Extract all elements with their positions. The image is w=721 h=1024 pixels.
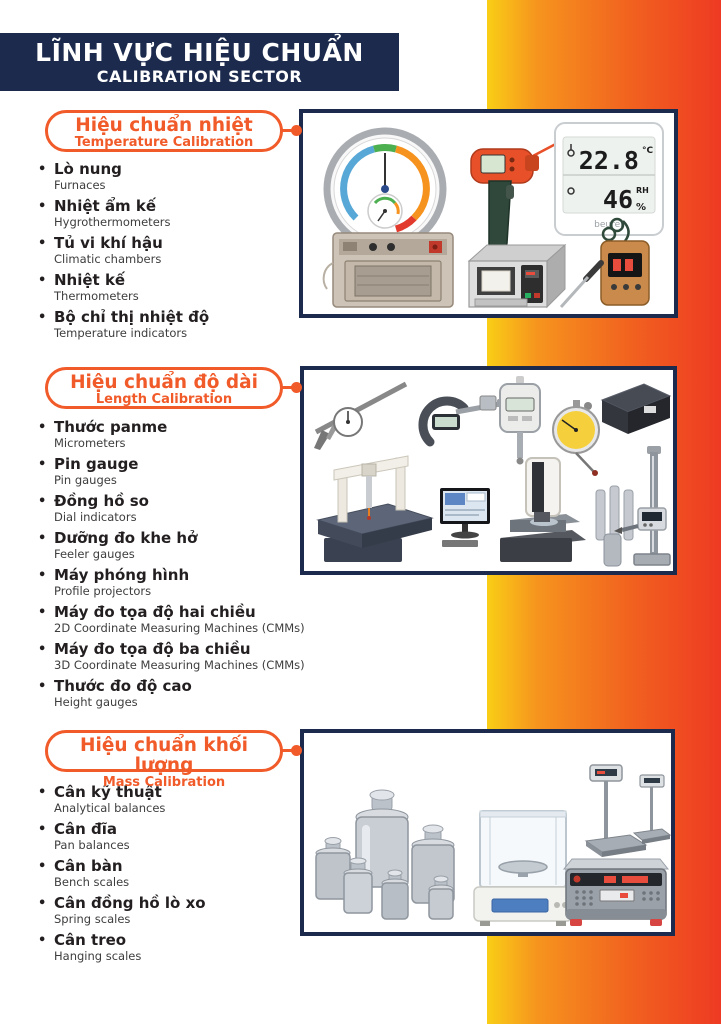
digital-micrometer-image <box>423 396 505 442</box>
mass-item-list <box>38 784 300 969</box>
temperature-item-list <box>38 161 300 346</box>
list-item <box>38 858 300 889</box>
display-humidity-suffix: RH <box>636 186 649 195</box>
bullet-dot: • <box>38 457 47 472</box>
item-label-vi: Dưỡng đo khe hở <box>54 529 198 547</box>
bullet-dot: • <box>38 236 47 251</box>
section-label-mass <box>45 730 283 790</box>
section-label-vi: Hiệu chuẩn độ dài <box>70 372 258 393</box>
analog-thermo-hygrometer-image <box>327 131 443 247</box>
vision-measuring-machine-image <box>500 458 586 562</box>
item-label-en: 2D Coordinate Measuring Machines (CMMs) <box>54 621 305 635</box>
section-label-en: Mass Calibration <box>102 775 226 790</box>
item-label-vi: Máy đo tọa độ hai chiều <box>54 603 256 621</box>
item-label-en: Furnaces <box>54 178 106 192</box>
bullet-dot: • <box>38 605 47 620</box>
mass-products-illustration <box>304 733 671 932</box>
bullet-dot: • <box>38 933 47 948</box>
connector-dot <box>291 382 302 393</box>
bullet-dot: • <box>38 642 47 657</box>
dial-caliper-image <box>314 384 406 450</box>
item-label-vi: Nhiệt kế <box>54 271 126 289</box>
page-title: LĨNH VỰC HIỆU CHUẨN <box>35 37 364 67</box>
item-label-en: Hygrothermometers <box>54 215 171 229</box>
item-label-en: Climatic chambers <box>54 252 162 266</box>
temperature-products-illustration <box>303 113 674 314</box>
calibration-weights-image <box>316 790 454 919</box>
bullet-dot: • <box>38 310 47 325</box>
item-label-vi: Cân treo <box>54 931 127 949</box>
list-item <box>38 493 300 524</box>
bullet-dot: • <box>38 896 47 911</box>
list-item <box>38 198 300 229</box>
bullet-dot: • <box>38 420 47 435</box>
item-label-vi: Thước panme <box>54 418 168 436</box>
cmm-image <box>318 456 432 562</box>
item-label-vi: Máy đo tọa độ ba chiều <box>54 640 251 658</box>
height-gauge-image <box>614 446 670 565</box>
list-item <box>38 272 300 303</box>
item-label-en: Analytical balances <box>54 801 166 815</box>
computer-monitor-image <box>440 488 490 547</box>
page-subtitle: CALIBRATION SECTOR <box>96 66 303 86</box>
bullet-dot: • <box>38 531 47 546</box>
display-humidity-unit: % <box>636 202 647 213</box>
display-temperature-value: 22.8 <box>578 146 639 175</box>
bullet-dot: • <box>38 568 47 583</box>
connector-dot <box>291 745 302 756</box>
item-label-vi: Pin gauge <box>54 455 139 473</box>
length-item-list <box>38 418 305 715</box>
page-header <box>0 33 399 91</box>
length-products-illustration <box>304 370 673 571</box>
item-label-vi: Bộ chỉ thị nhiệt độ <box>54 308 210 326</box>
digital-thermo-hygrometer-image <box>555 123 663 235</box>
list-item <box>38 309 300 340</box>
bullet-dot: • <box>38 859 47 874</box>
granite-surface-plate-image <box>602 384 670 434</box>
section-label-length <box>45 367 283 409</box>
item-label-vi: Cân đồng hồ lò xo <box>54 894 206 912</box>
bullet-dot: • <box>38 679 47 694</box>
display-brand-label: beurer <box>594 220 624 230</box>
list-item <box>38 567 300 598</box>
item-label-vi: Lò nung <box>54 160 122 178</box>
list-item <box>38 419 300 450</box>
list-item <box>38 603 305 635</box>
list-item <box>38 456 300 487</box>
item-label-en: Temperature indicators <box>54 326 188 340</box>
item-label-vi: Thước đo độ cao <box>54 677 192 695</box>
item-label-en: Pan balances <box>54 838 130 852</box>
item-label-en: Profile projectors <box>54 584 152 598</box>
item-label-en: Feeler gauges <box>54 547 135 561</box>
section-label-vi: Hiệu chuẩn nhiệt <box>75 115 253 136</box>
muffle-furnace-image <box>469 245 565 307</box>
item-label-vi: Cân bàn <box>54 857 123 875</box>
item-label-en: Dial indicators <box>54 510 137 524</box>
item-label-vi: Máy phóng hình <box>54 566 190 584</box>
section-label-vi: Hiệu chuẩn khối lượng <box>80 735 248 776</box>
list-item <box>38 530 300 561</box>
list-item <box>38 235 300 266</box>
laboratory-oven-image <box>324 233 453 307</box>
counting-scale-image <box>564 859 668 926</box>
bullet-dot: • <box>38 785 47 800</box>
digital-dial-indicator-image <box>500 376 540 465</box>
section-label-temperature <box>45 110 283 152</box>
item-label-en: Pin gauges <box>54 473 117 487</box>
item-label-vi: Đồng hồ so <box>54 492 149 510</box>
item-label-en: Hanging scales <box>54 949 142 963</box>
bullet-dot: • <box>38 494 47 509</box>
list-item <box>38 678 300 709</box>
item-label-vi: Cân kỹ thuật <box>54 783 162 801</box>
connector-dot <box>291 125 302 136</box>
list-item <box>38 895 300 926</box>
bullet-dot: • <box>38 199 47 214</box>
platform-scales-image <box>586 765 670 857</box>
bullet-dot: • <box>38 273 47 288</box>
item-label-en: Thermometers <box>54 289 139 303</box>
item-label-vi: Tủ vi khí hậu <box>54 234 163 252</box>
bullet-dot: • <box>38 822 47 837</box>
list-item <box>38 821 300 852</box>
list-item <box>38 932 300 963</box>
section-label-en: Temperature Calibration <box>74 135 254 150</box>
temperature-image-panel <box>299 109 678 318</box>
length-image-panel <box>300 366 677 575</box>
display-temperature-unit: °C <box>642 146 654 156</box>
list-item <box>38 640 305 672</box>
list-item <box>38 161 300 192</box>
item-label-en: Spring scales <box>54 912 131 926</box>
item-label-en: Bench scales <box>54 875 130 889</box>
item-label-en: Height gauges <box>54 695 138 709</box>
mass-image-panel <box>300 729 675 936</box>
analytical-balance-image <box>474 811 572 926</box>
item-label-en: Micrometers <box>54 436 126 450</box>
item-label-vi: Nhiệt ẩm kế <box>54 197 157 215</box>
pin-gauges-image <box>596 486 633 566</box>
section-label-en: Length Calibration <box>95 392 233 407</box>
display-humidity-value: 46 <box>602 185 633 214</box>
item-label-vi: Cân đĩa <box>54 820 118 838</box>
item-label-en: 3D Coordinate Measuring Machines (CMMs) <box>54 658 305 672</box>
bullet-dot: • <box>38 162 47 177</box>
